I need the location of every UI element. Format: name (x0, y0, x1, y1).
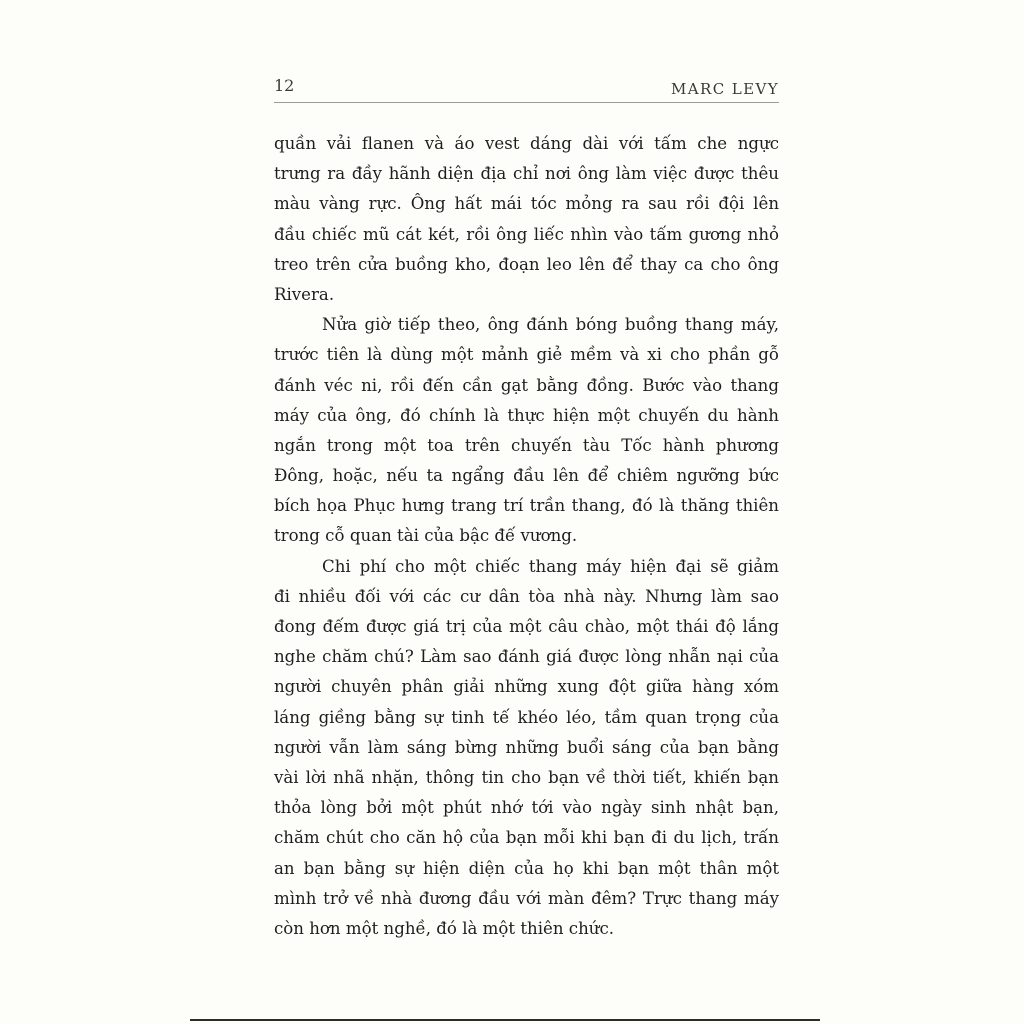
text-line: ngắn trong một toa trên chuyến tàu Tốc hành phương (274, 435, 779, 455)
text-line: Đông, hoặc, nếu ta ngẩng đầu lên để chiêm ngưỡng bức (274, 466, 779, 486)
text-line: quần vải flanen và áo vest dáng dài với tấm che ngực (274, 134, 779, 153)
text-line: thỏa lòng bởi một phút nhớ tới vào ngày sinh nhật bạn, (274, 798, 779, 818)
text-line: vài lời nhã nhặn, thông tin cho bạn về thời tiết, khiến bạn (274, 767, 779, 787)
text-line: an bạn bằng sự hiện diện của họ khi bạn một thân một (274, 858, 779, 878)
text-line: trong cỗ quan tài của bậc đế vương. (274, 526, 578, 546)
text-line: láng giềng bằng sự tinh tế khéo léo, tầm quan trọng của (274, 707, 779, 727)
page-bottom-edge (190, 1019, 820, 1021)
text-line: đi nhiều đối với các cư dân tòa nhà này. Nhưng làm sao (274, 586, 779, 606)
page-number: 12 (274, 76, 295, 95)
text-line: mình trở về nhà đương đầu với màn đêm? Trực thang máy (274, 888, 779, 908)
text-line: bích họa Phục hưng trang trí trần thang, đó là thăng thiên (274, 496, 779, 516)
text-line: treo trên cửa buồng kho, đoạn leo lên để thay ca cho ông (274, 254, 779, 274)
text-line: máy của ông, đó chính là thực hiện một chuyến du hành (274, 405, 779, 425)
text-line: người chuyên phân giải những xung đột giữa hàng xóm (274, 677, 779, 697)
text-line: đong đếm được giá trị của một câu chào, một thái độ lắng (274, 617, 779, 636)
page-header (274, 74, 779, 103)
text-line: Rivera. (274, 284, 335, 304)
body-text (274, 129, 779, 944)
text-line: màu vàng rực. Ông hất mái tóc mỏng ra sau rồi đội lên (274, 194, 779, 214)
text-line: còn hơn một nghề, đó là một thiên chức. (274, 918, 615, 938)
paragraph-start-line: Chi phí cho một chiếc thang máy hiện đại sẽ giảm (322, 556, 779, 576)
running-head-author: MARC LEVY (671, 80, 779, 98)
text-line: đánh véc ni, rồi đến cần gạt bằng đồng. Bước vào thang (274, 375, 779, 395)
paragraph-start-line: Nửa giờ tiếp theo, ông đánh bóng buồng thang máy, (322, 315, 779, 335)
text-line: trưng ra đầy hãnh diện địa chỉ nơi ông làm việc được thêu (274, 164, 779, 184)
text-line: đầu chiếc mũ cát két, rồi ông liếc nhìn vào tấm gương nhỏ (274, 224, 779, 244)
text-line: trước tiên là dùng một mảnh giẻ mềm và xi cho phần gỗ (274, 345, 779, 365)
text-line: người vẫn làm sáng bừng những buổi sáng của bạn bằng (274, 737, 779, 757)
text-line: chăm chút cho căn hộ của bạn mỗi khi bạn đi du lịch, trấn (274, 828, 779, 848)
text-line: nghe chăm chú? Làm sao đánh giá được lòng nhẫn nại của (274, 647, 779, 667)
